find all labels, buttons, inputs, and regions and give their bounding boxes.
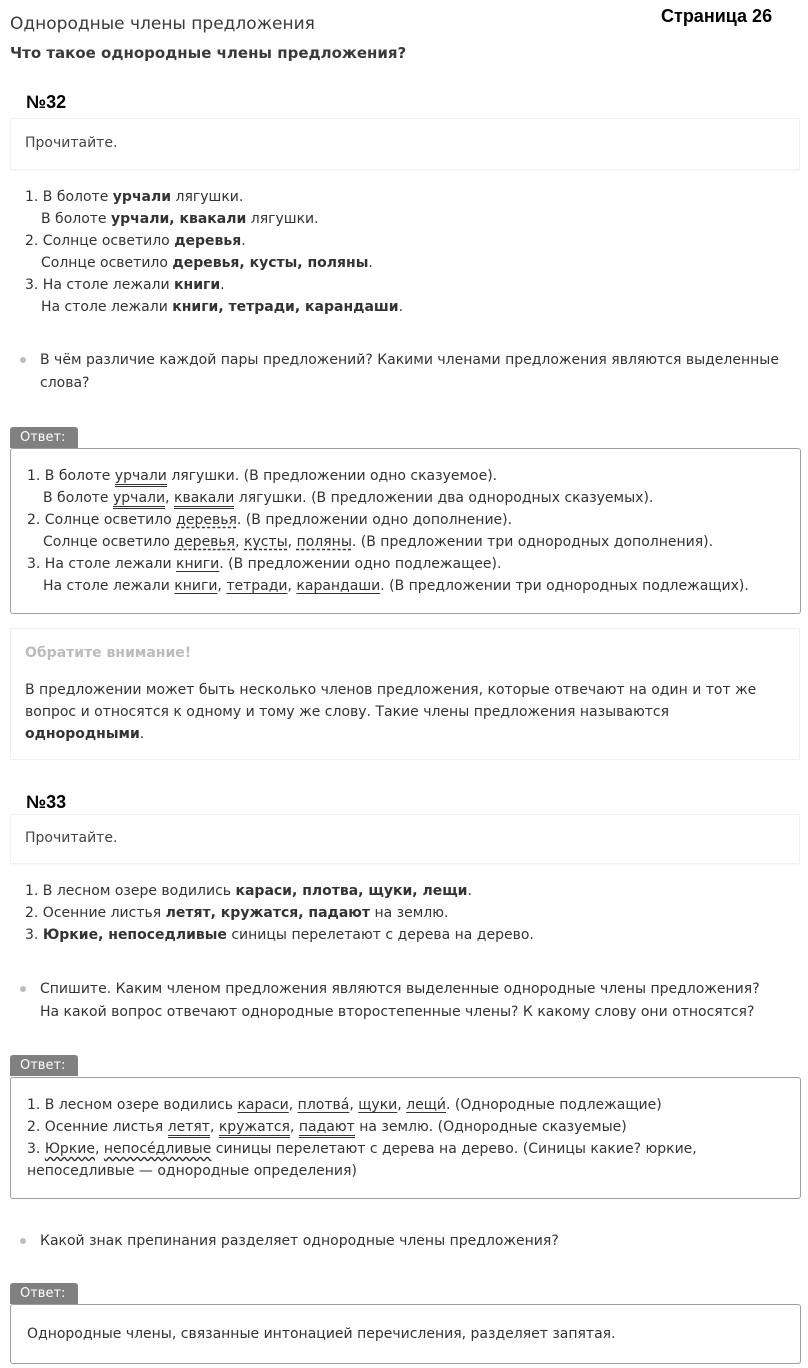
answer-line: На столе лежали книги, тетради, карандаши. (В предложении три однородных подлежащих). xyxy=(43,578,749,594)
sentence-line: 2. Солнце осветило деревья. xyxy=(25,233,246,249)
topic-question: Что такое однородные члены предложения? xyxy=(10,44,407,62)
exercise-33-answer-box-2 xyxy=(10,1304,801,1364)
answer-line: 2. Солнце осветило деревья. (В предложении одно дополнение). xyxy=(27,512,513,528)
exercise-33-task-box xyxy=(10,814,800,864)
sentence-line: Солнце осветило деревья, кусты, поляны. xyxy=(41,255,373,271)
attention-note xyxy=(10,628,800,760)
page-number: Страница 26 xyxy=(661,6,773,26)
exercise-33-answer-box xyxy=(10,1077,801,1199)
answer-line: 2. Осенние листья летят, кружатся, падают на землю. (Однородные сказуемые) xyxy=(27,1116,787,1138)
exercise-32-number: №32 xyxy=(26,92,67,112)
bullet-dot xyxy=(20,357,26,363)
answer-line: 1. В лесном озере водились караси, плотва́, щуки, лещи́. (Однородные подлежащие) xyxy=(27,1097,662,1113)
exercise-32-question: В чём различие каждой пары предложений? Какими членами предложения являются выделенные слова? xyxy=(20,349,780,395)
answer-line: В болоте урчали, квакали лягушки. (В предложении два однородных сказуемых). xyxy=(27,487,749,509)
answer-label: Ответ: xyxy=(10,1055,78,1076)
answer-label: Ответ: xyxy=(10,1283,78,1304)
note-body: В предложении может быть несколько членов предложения, которые отвечают на один и тот же вопрос и относятся к одному и тому же слову. Такие члены предложения называются однородными. xyxy=(25,682,757,742)
sentence-line: 1. В лесном озере водились караси, плотва, щуки, лещи. xyxy=(25,883,472,899)
answer-line: 3. На столе лежали книги. (В предложении одно подлежащее). xyxy=(27,556,502,572)
answer-line: 3. Юркие, непосе́дливые синицы перелетают с дерева на дерево. (Синицы какие? юркие, непоседливые — однородные определения) xyxy=(27,1141,697,1179)
sentence-line: 1. В болоте урчали лягушки. xyxy=(25,189,244,205)
exercise-32-task-box xyxy=(10,118,800,170)
answer-text: Однородные члены, связанные интонацией перечисления, разделяет запятая. xyxy=(27,1326,616,1342)
bullet-dot xyxy=(20,1238,26,1244)
note-title: Обратите внимание! xyxy=(25,645,192,661)
answer-text xyxy=(27,465,749,597)
exercise-33-question: Спишите. Каким членом предложения являются выделенные однородные члены предложения? На какой вопрос отвечают однородные второстепенные члены? К какому слову они относятся? xyxy=(20,978,780,1024)
answer-label: Ответ: xyxy=(10,427,78,448)
sentence-line: 3. Юркие, непоседливые синицы перелетают с дерева на дерево. xyxy=(25,927,534,943)
sentence-line: 2. Осенние листья летят, кружатся, падают на землю. xyxy=(25,905,449,921)
exercise-33-question-2: Какой знак препинания разделяет однородные члены предложения? xyxy=(20,1230,780,1253)
exercise-32-sentences xyxy=(25,186,403,318)
task-instruction: Прочитайте. xyxy=(25,135,118,151)
sentence-line: В болоте урчали, квакали лягушки. xyxy=(41,211,319,227)
sentence-line: На столе лежали книги, тетради, карандаши. xyxy=(41,299,404,315)
topic-title: Однородные члены предложения xyxy=(10,14,315,34)
bullet-dot xyxy=(20,986,26,992)
task-instruction: Прочитайте. xyxy=(25,830,118,846)
sentence-line: 3. На столе лежали книги. xyxy=(25,277,225,293)
exercise-32-answer-box xyxy=(10,448,801,614)
answer-line: Солнце осветило деревья, кусты, поляны. (В предложении три однородных дополнения). xyxy=(43,534,714,550)
exercise-33-number: №33 xyxy=(26,792,67,812)
answer-text xyxy=(27,1094,787,1182)
exercise-33-sentences xyxy=(25,880,534,946)
answer-line: 1. В болоте урчали лягушки. (В предложении одно сказуемое). xyxy=(27,465,749,487)
